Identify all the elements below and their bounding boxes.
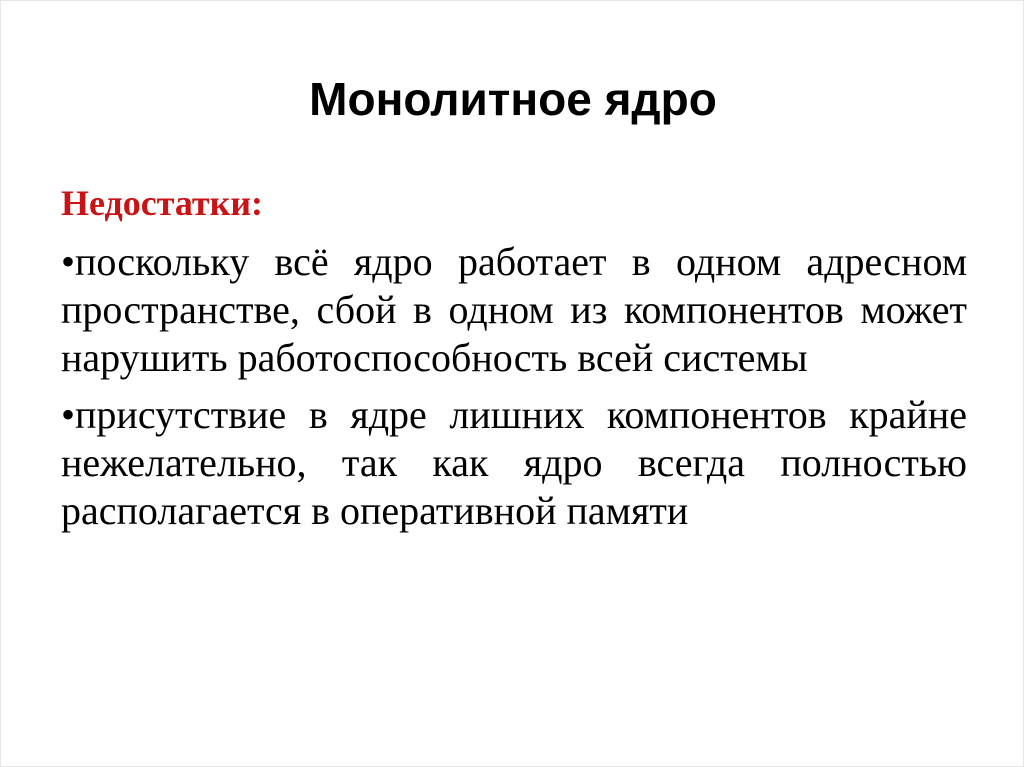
bullet-text: присутствие в ядре лишних компонентов крайне нежелательно, так как ядро всегда полностью располагается в оперативной памяти: [61, 392, 967, 533]
bullet-item: [61, 391, 967, 535]
slide-content: [61, 179, 967, 544]
bullet-marker: •: [61, 239, 76, 284]
bullet-marker: •: [61, 392, 76, 437]
bullet-item: [61, 238, 967, 382]
bullet-text: поскольку всё ядро работает в одном адресном пространстве, сбой в одном из компонентов может нарушить работоспособность всей системы: [61, 239, 967, 380]
disadvantages-heading: Недостатки:: [61, 183, 264, 223]
slide-title: Монолитное ядро: [309, 73, 717, 125]
